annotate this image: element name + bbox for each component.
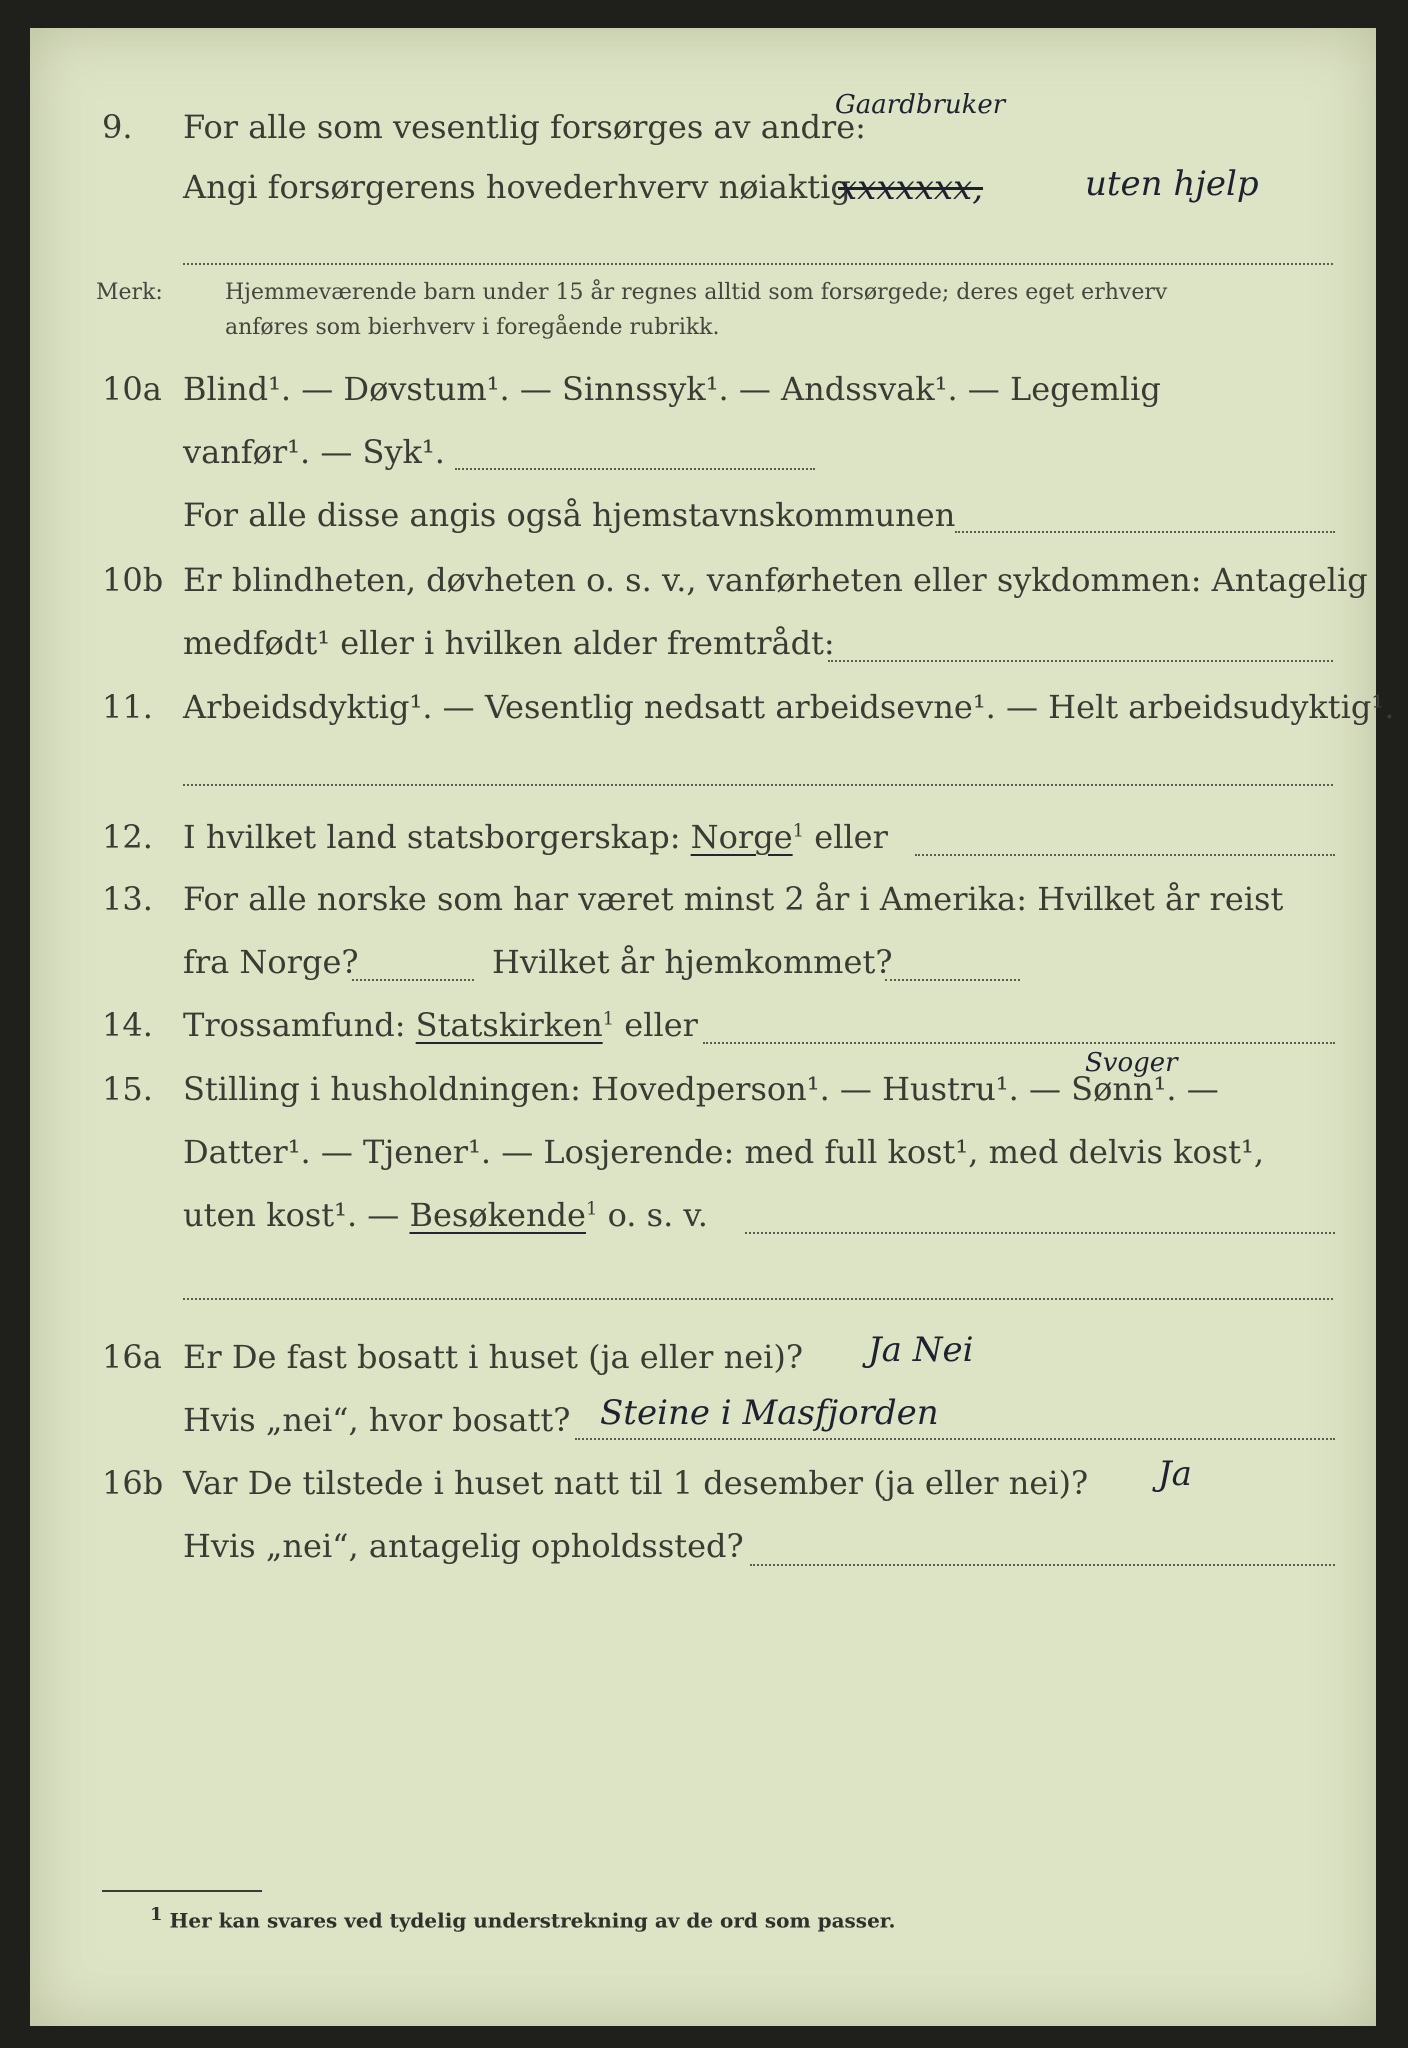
q14-selected-option: Statskirken bbox=[415, 1006, 603, 1044]
q15-text: Stilling i husholdningen: Hovedperson¹. — Hustru¹. — Sønn¹. — bbox=[183, 1070, 1219, 1108]
q10a-text-3: For alle disse angis også hjemstavnskommunen bbox=[183, 496, 956, 534]
q10b-number: 10b bbox=[102, 561, 164, 599]
q13-year-returned-line bbox=[885, 979, 1020, 981]
q10a-text-2: vanfør¹. — Syk¹. bbox=[183, 433, 445, 471]
footnote-mark: 1 bbox=[150, 1904, 163, 1925]
q13-text-3: Hvilket år hjemkommet? bbox=[492, 943, 893, 981]
q16b-answer-handwritten: Ja bbox=[1158, 1454, 1192, 1494]
q13-text-2: fra Norge? bbox=[183, 943, 359, 981]
q14-text: Trossamfund: bbox=[183, 1006, 406, 1044]
q11-answer-line bbox=[183, 784, 1333, 786]
note-text-1: Hjemmeværende barn under 15 år regnes alltid som forsørgede; deres eget erhverv bbox=[225, 280, 1168, 305]
q14-suffix: eller bbox=[624, 1006, 698, 1044]
q9-subtext: Angi forsørgerens hovederhverv nøiaktig bbox=[183, 168, 851, 206]
q9-number: 9. bbox=[102, 108, 133, 146]
footnote-body: Her kan svares ved tydelig understrekning av de ord som passer. bbox=[169, 1908, 896, 1933]
note-label: Merk: bbox=[96, 280, 163, 305]
q9-text: For alle som vesentlig forsørges av andre: bbox=[183, 108, 866, 146]
footnote-text bbox=[150, 1904, 895, 1933]
q15-answer-line bbox=[745, 1232, 1335, 1234]
q11-number: 11. bbox=[102, 688, 153, 726]
q9-struck-word: xxxxxxx, bbox=[838, 168, 984, 208]
q13-year-left-line bbox=[352, 979, 474, 981]
q16a-residence-line bbox=[575, 1438, 1335, 1440]
q16a-text: Er De fast bosatt i huset (ja eller nei)? bbox=[183, 1338, 804, 1376]
q15-number: 15. bbox=[102, 1070, 153, 1108]
q16a-number: 16a bbox=[102, 1338, 162, 1376]
q15-footnote-mark: 1 bbox=[585, 1198, 598, 1220]
q15-extra-line bbox=[183, 1298, 1333, 1300]
q15-text-3: uten kost¹. — bbox=[183, 1196, 400, 1234]
q10a-answer-line bbox=[455, 468, 815, 470]
q10a-text: Blind¹. — Døvstum¹. — Sinnssyk¹. — Andssvak¹. — Legemlig bbox=[183, 370, 1161, 408]
q16a-answer-handwritten: Ja Nei bbox=[868, 1330, 974, 1370]
q13-text: For alle norske som har været minst 2 år i Amerika: Hvilket år reist bbox=[183, 880, 1284, 918]
q10a-number: 10a bbox=[102, 370, 162, 408]
q10a-municipality-line bbox=[955, 531, 1335, 533]
q14-footnote-mark: 1 bbox=[602, 1008, 615, 1030]
q14-number: 14. bbox=[102, 1006, 153, 1044]
q11-text: Arbeidsdyktig¹. — Vesentlig nedsatt arbeidsevne¹. — Helt arbeidsudyktig¹. bbox=[183, 688, 1395, 726]
q14-answer-line bbox=[703, 1042, 1335, 1044]
footnote-rule bbox=[102, 1890, 262, 1892]
q10b-text: Er blindheten, døvheten o. s. v., vanførheten eller sykdommen: Antagelig bbox=[183, 561, 1368, 599]
q10b-answer-line bbox=[828, 660, 1333, 662]
q16b-number: 16b bbox=[102, 1464, 164, 1502]
q16a-residence-handwritten: Steine i Masfjorden bbox=[600, 1393, 939, 1433]
q16b-text: Var De tilstede i huset natt til 1 desember (ja eller nei)? bbox=[183, 1464, 1089, 1502]
q12-number: 12. bbox=[102, 818, 153, 856]
q16b-text-2: Hvis „nei“, antagelig opholdssted? bbox=[183, 1527, 744, 1565]
q9-answer-handwritten: uten hjelp bbox=[1085, 164, 1259, 204]
q12-text: I hvilket land statsborgerskap: bbox=[183, 818, 681, 856]
q16b-answer-line bbox=[750, 1564, 1335, 1566]
q12-answer-line bbox=[915, 854, 1335, 856]
q15-suffix: o. s. v. bbox=[607, 1196, 708, 1234]
census-form-page bbox=[30, 28, 1395, 2026]
q15-handwritten-note: Svoger bbox=[1085, 1048, 1178, 1078]
q12-selected-option: Norge bbox=[690, 818, 793, 856]
q16a-text-2: Hvis „nei“, hvor bosatt? bbox=[183, 1401, 571, 1439]
q15-selected-option: Besøkende bbox=[409, 1196, 586, 1234]
q9-answer-line bbox=[183, 263, 1333, 265]
q9-occupation-handwritten: Gaardbruker bbox=[835, 90, 1006, 120]
q15-text-2: Datter¹. — Tjener¹. — Losjerende: med full kost¹, med delvis kost¹, bbox=[183, 1133, 1265, 1171]
q13-number: 13. bbox=[102, 880, 153, 918]
note-text-2: anføres som bierhverv i foregående rubrikk. bbox=[225, 315, 720, 340]
q12-footnote-mark: 1 bbox=[792, 820, 805, 842]
q12-suffix: eller bbox=[814, 818, 888, 856]
q10b-text-2: medfødt¹ eller i hvilken alder fremtrådt: bbox=[183, 624, 835, 662]
